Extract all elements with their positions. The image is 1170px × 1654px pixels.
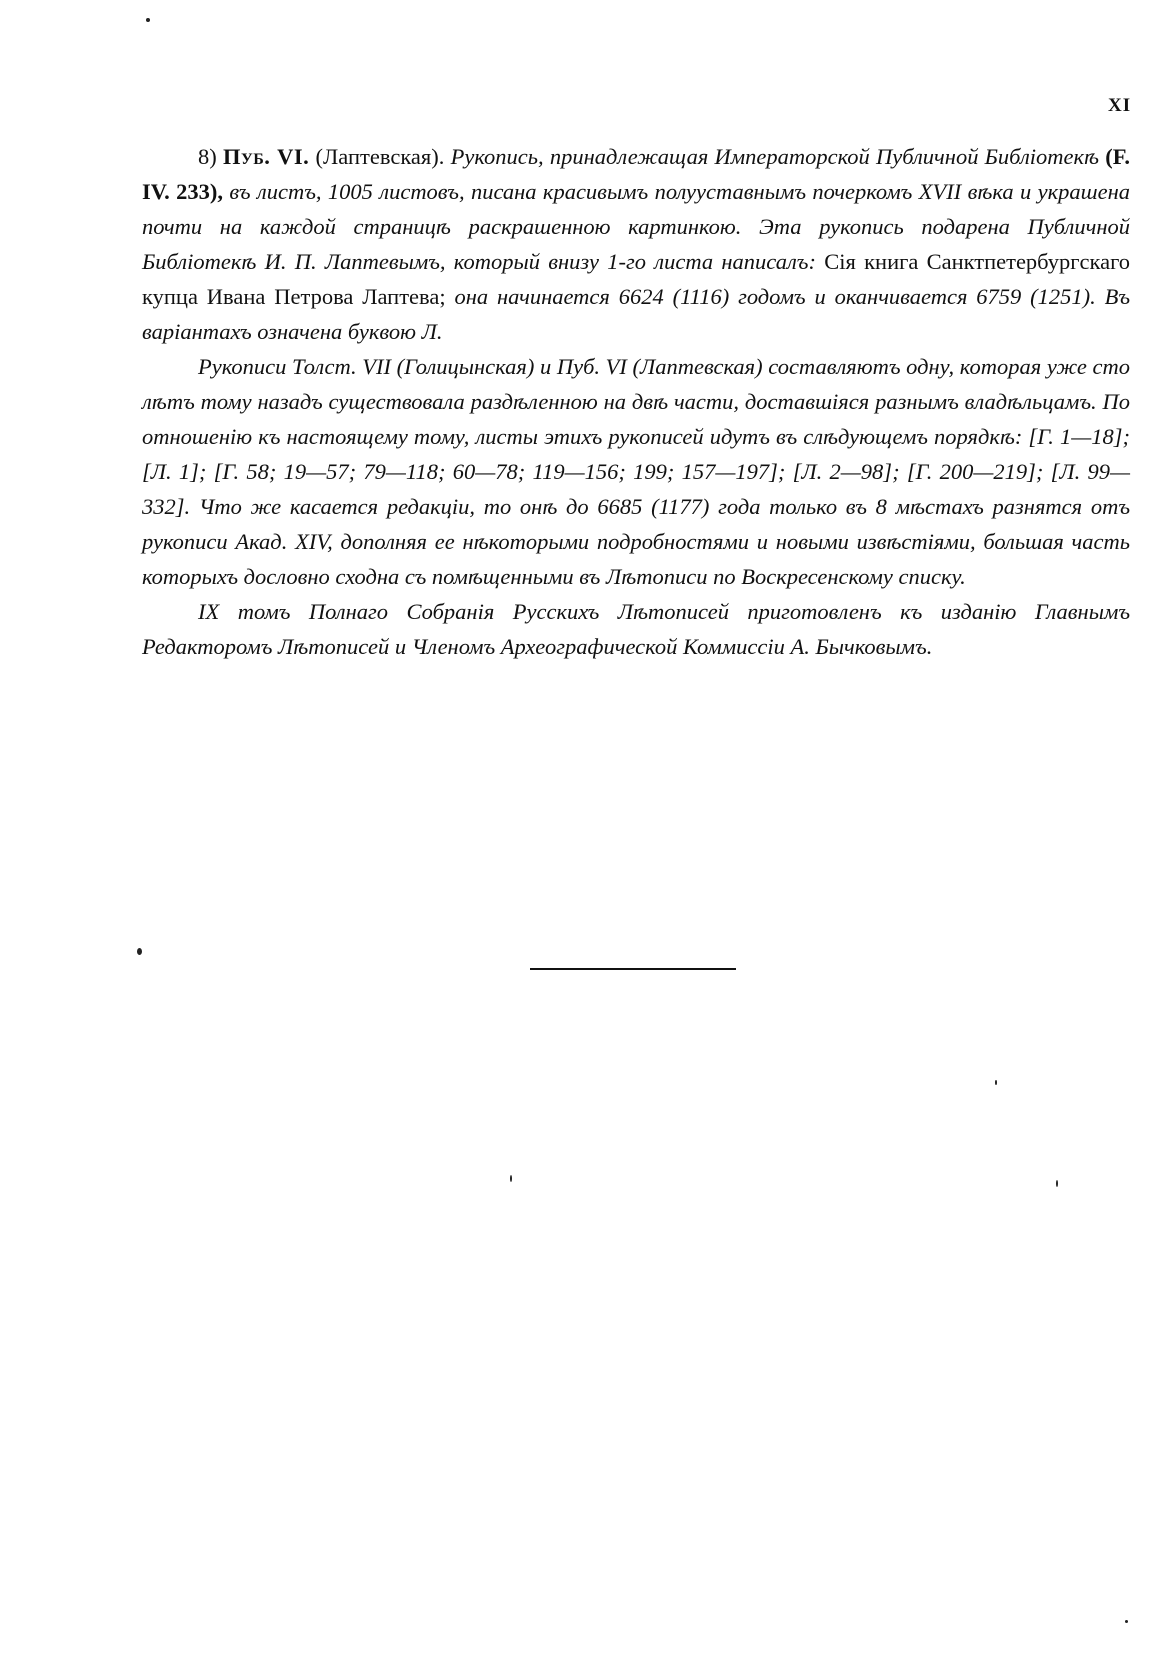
paragraph-pub-vi [142, 139, 1130, 349]
manuscript-name: (Лаптевская). [315, 144, 445, 169]
scan-speck [146, 18, 150, 22]
manuscript-description-cont: въ листъ, 1005 листовъ, писана красивымъ полууставнымъ почеркомъ XVII вѣка и украшена почти на каждой страницѣ раскрашенною картинкою. Эта рукопись подарена Публичной Библіотекѣ И. П. Лаптевымъ, который внизу 1-го листа написалъ: [142, 179, 1130, 274]
item-number: 8) [198, 144, 217, 169]
manuscript-dates: она начинается 6624 (1116) годомъ и оканчивается 6759 (1251). Въ варіантахъ означена буквою Л. [142, 284, 1131, 344]
scan-speck [1056, 1180, 1058, 1187]
scan-speck [995, 1080, 997, 1085]
paragraph-editor: IX томъ Полнаго Собранія Русскихъ Лѣтописей приготовленъ къ изданію Главнымъ Редакторомъ Лѣтописей и Членомъ Археографической Коммиссіи А. Бычковымъ. [142, 599, 1130, 659]
page-number: XI [1108, 95, 1132, 116]
section-separator-rule [530, 968, 736, 970]
shelfmark: (F. IV. 233), [142, 144, 1131, 204]
scan-speck [1125, 1620, 1128, 1623]
owner-inscription: Сія книга Санктпетербургскаго купца Ивана Петрова Лаптева; [142, 249, 1130, 309]
scan-speck [137, 948, 142, 955]
scan-speck [510, 1175, 512, 1182]
manuscript-description: Рукопись, принадлежащая Императорской Публичной Библіотекѣ [450, 144, 1100, 169]
body-text [142, 139, 1130, 664]
paragraph-leaf-order: Рукописи Толст. VII (Голицынская) и Пуб. VI (Лаптевская) составляютъ одну, которая уже сто лѣтъ тому назадъ существовала раздѣленною на двѣ части, доставшіяся разнымъ владѣльцамъ. По отношенію къ настоящему тому, листы этихъ рукописей идутъ въ слѣдующемъ порядкѣ: [Г. 1—18]; [Л. 1]; [Г. 58; 19—57; 79—118; 60—78; 119—156; 199; 157—197]; [Л. 2—98]; [Г. 200—219]; [Л. 99—332]. Что же касается редакціи, то онѣ до 6685 (1177) года только въ 8 мѣстахъ разнятся отъ рукописи Акад. XIV, дополняя ее нѣкоторыми подробностями и новыми извѣстіями, большая часть которыхъ дословно сходна съ помѣщенными въ Лѣтописи по Воскресенскому списку. [142, 354, 1130, 589]
manuscript-siglum: Пуб. VI. [222, 144, 310, 169]
